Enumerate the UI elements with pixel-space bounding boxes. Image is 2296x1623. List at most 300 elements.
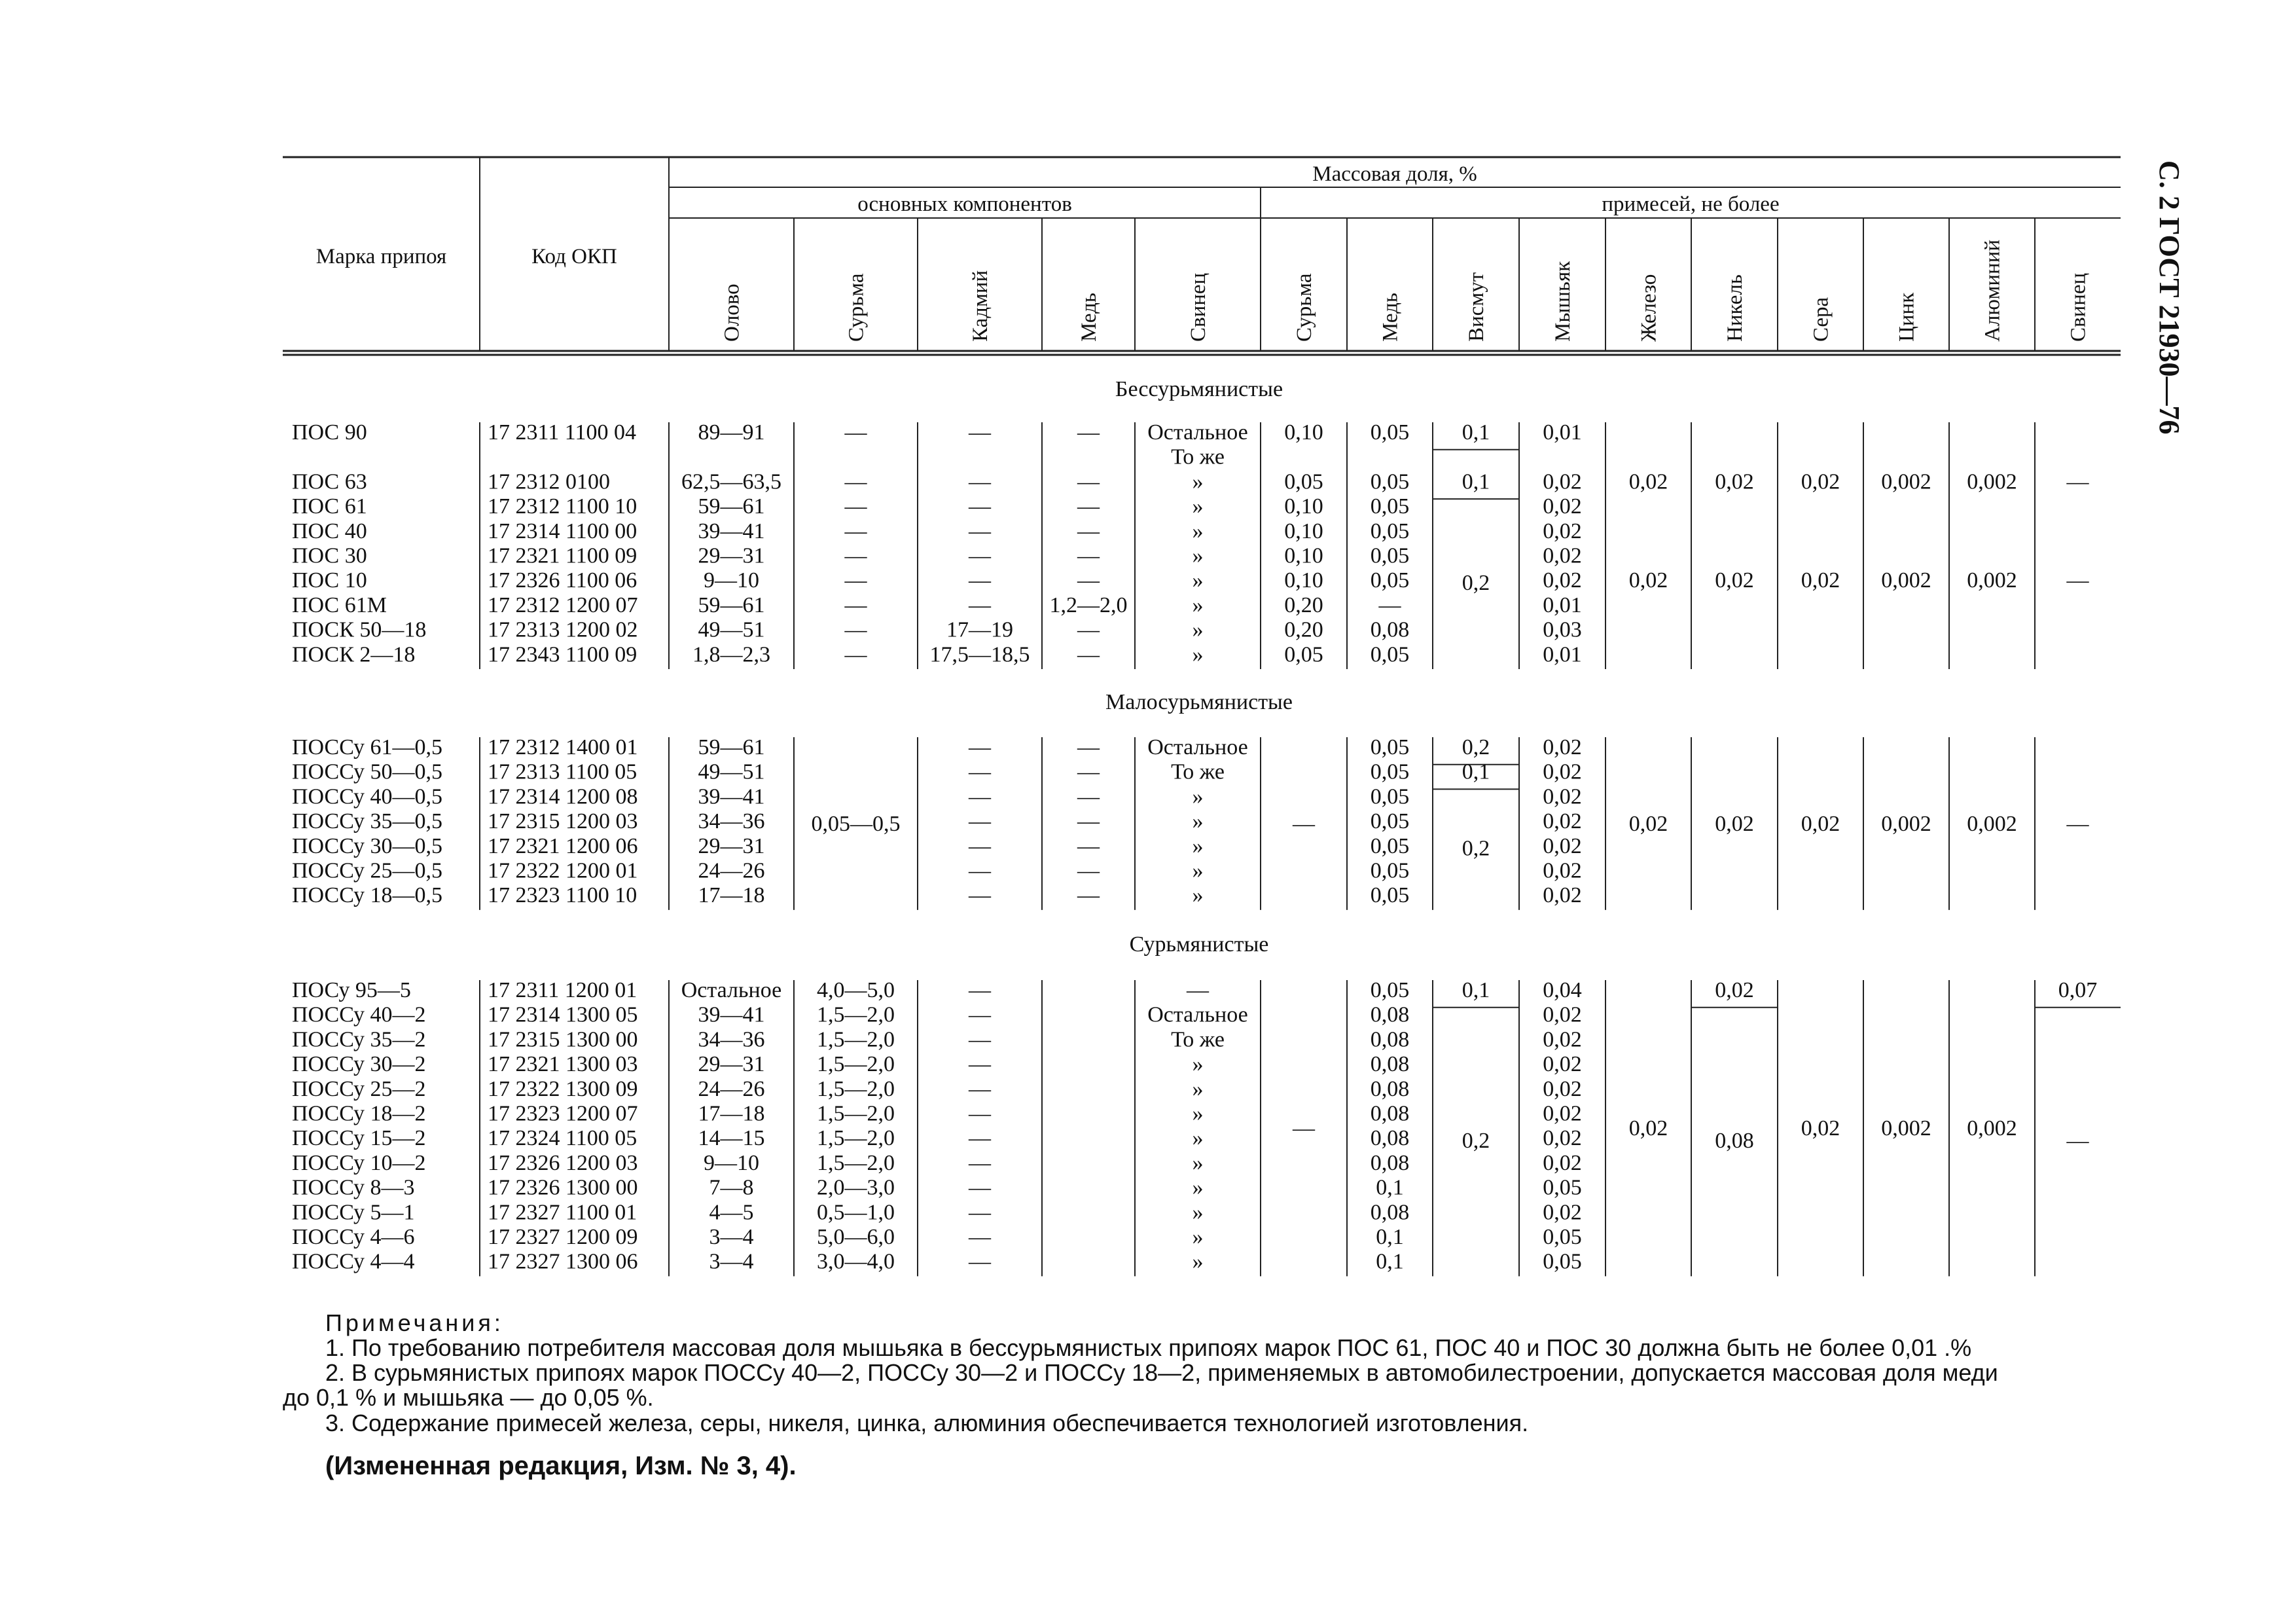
table-cell: — — [1077, 617, 1100, 642]
table-cell: 49—51 — [698, 617, 765, 642]
table-cell: 17 2326 1200 03 — [488, 1150, 638, 1175]
table-cell: 17 2313 1100 05 — [488, 759, 637, 784]
table-cell: — — [969, 1200, 991, 1225]
table-cell: 0,1 — [1376, 1225, 1404, 1249]
table-cell: 4,0—5,0 — [817, 978, 895, 1002]
note-1: 1. По требованию потребителя массовая доля мышьяка в бессурьмянистых припоях марок ПОС 61, ПОС 40 и ПОС 30 должна быть не более 0,01 .% — [325, 1334, 1972, 1361]
table-cell-merged: 0,02 — [1628, 1116, 1668, 1141]
table-cell: » — [1192, 519, 1204, 543]
table-cell: 1,5—2,0 — [817, 1027, 895, 1052]
table-cell-merged: 0,2 — [1462, 836, 1490, 861]
table-cell: Остальное — [1147, 1002, 1248, 1027]
table-cell: 5,0—6,0 — [817, 1225, 895, 1249]
table-cell-merged: 0,2 — [1462, 1129, 1490, 1154]
table-cell: 0,02 — [1543, 883, 1582, 908]
table-cell: 17 2314 1300 05 — [488, 1002, 638, 1027]
table-cell: » — [1192, 1225, 1204, 1249]
table-cell: 0,05 — [1370, 420, 1410, 445]
note-2-continuation: до 0,1 % и мышьяка — до 0,05 %. — [283, 1384, 654, 1411]
table-cell: 17 2327 1200 09 — [488, 1225, 638, 1249]
table-cell: 0,08 — [1370, 1126, 1410, 1151]
table-cell: ПОСу 95—5 — [292, 978, 411, 1002]
table-cell: — — [844, 642, 867, 667]
table-cell: ПОССу 5—1 — [292, 1200, 415, 1225]
table-cell: 0,02 — [1543, 809, 1582, 834]
table-cell: » — [1192, 543, 1204, 568]
column-header-impurity: Алюминий — [1981, 239, 2005, 342]
table-cell: » — [1192, 1200, 1204, 1225]
table-cell: 0,05 — [1370, 883, 1410, 908]
table-cell: ПОССу 25—0,5 — [292, 858, 443, 883]
table-cell: 34—36 — [698, 809, 765, 834]
notes-block — [283, 1309, 1998, 1480]
table-cell: То же — [1171, 445, 1225, 469]
table-cell: ПОС 90 — [292, 420, 367, 445]
table-cell: 0,05 — [1370, 858, 1410, 883]
table-cell: 0,03 — [1543, 617, 1582, 642]
table-cell: 1,5—2,0 — [817, 1052, 895, 1077]
table-cell: — — [969, 1101, 991, 1126]
table-cell: 1,5—2,0 — [817, 1150, 895, 1175]
table-cell: — — [969, 1225, 991, 1249]
table-cell-merged: — — [1293, 1116, 1315, 1141]
table-cell: » — [1192, 617, 1204, 642]
table-cell: — — [1187, 978, 1209, 1002]
table-cell: — — [969, 833, 991, 858]
note-3: 3. Содержание примесей железа, серы, никеля, цинка, алюминия обеспечивается технологией изготовления. — [325, 1410, 1529, 1436]
table-cell-merged: 0,1 — [1462, 978, 1490, 1002]
table-cell: — — [844, 617, 867, 642]
table-cell: 0,02 — [1543, 519, 1582, 543]
table-cell: » — [1192, 1175, 1204, 1200]
table-cell: 17 2321 1200 06 — [488, 833, 638, 858]
table-cell: 0,01 — [1543, 420, 1582, 445]
table-cell: 17—18 — [698, 1101, 765, 1126]
table-cell: 17 2323 1200 07 — [488, 1101, 638, 1126]
table-cell: 0,08 — [1370, 1052, 1410, 1077]
table-cell: 0,05 — [1370, 519, 1410, 543]
table-cell: ПОС 10 — [292, 568, 367, 593]
table-cell: — — [969, 420, 991, 445]
table-cell: 0,05 — [1370, 568, 1410, 593]
table-cell: 7—8 — [709, 1175, 754, 1200]
table-cell: 0,02 — [1543, 1052, 1582, 1077]
table-cell: 17 2313 1200 02 — [488, 617, 638, 642]
table-cell: » — [1192, 1052, 1204, 1077]
table-cell: — — [1077, 543, 1100, 568]
table-cell: ПОС 63 — [292, 469, 367, 494]
table-cell: — — [1077, 784, 1100, 809]
table-cell: — — [969, 1002, 991, 1027]
table-cell: 24—26 — [698, 1076, 765, 1101]
table-cell: — — [844, 420, 867, 445]
table-cell: 0,20 — [1284, 617, 1323, 642]
table-cell: » — [1192, 883, 1204, 908]
table-cell: — — [969, 1126, 991, 1151]
table-cell: » — [1192, 469, 1204, 494]
table-cell: — — [969, 978, 991, 1002]
table-cell: 0,02 — [1543, 833, 1582, 858]
table-cell-merged: 0,02 — [1801, 469, 1840, 494]
table-cell-merged: — — [2066, 811, 2089, 836]
page-label: С. 2 ГОСТ 21930—76 — [2153, 160, 2185, 435]
table-cell: — — [969, 883, 991, 908]
table-cell: 1,2—2,0 — [1049, 593, 1128, 617]
column-header-main: Олово — [720, 283, 744, 342]
table-cell-merged: 0,08 — [1715, 1129, 1754, 1154]
table-cell: 3,0—4,0 — [817, 1249, 895, 1274]
table-cell: 0,05 — [1543, 1225, 1582, 1249]
table-cell: ПОССу 40—2 — [292, 1002, 426, 1027]
table-cell: — — [969, 784, 991, 809]
table-cell: — — [1077, 469, 1100, 494]
table-cell: Остальное — [1147, 420, 1248, 445]
table-cell: То же — [1171, 1027, 1225, 1052]
column-header-impurity: Свинец — [2066, 272, 2090, 342]
table-cell: 0,05 — [1370, 642, 1410, 667]
table-cell: — — [1077, 735, 1100, 759]
table-cell: ПОС 40 — [292, 519, 367, 543]
table-cell: 3—4 — [709, 1249, 754, 1274]
table-cell: ПОССу 25—2 — [292, 1076, 426, 1101]
table-cell: 0,05 — [1370, 543, 1410, 568]
table-cell-merged: — — [2066, 469, 2089, 494]
table-cell: 17—18 — [698, 883, 765, 908]
table-cell: 39—41 — [698, 519, 765, 543]
column-header-impurity: Сера — [1809, 297, 1833, 342]
table-cell: » — [1192, 784, 1204, 809]
table-cell: 14—15 — [698, 1126, 765, 1151]
table-cell: 0,02 — [1543, 784, 1582, 809]
table-cell: 1,5—2,0 — [817, 1076, 895, 1101]
table-cell-merged: 0,02 — [1628, 469, 1668, 494]
table-cell: 0,02 — [1543, 1027, 1582, 1052]
table-cell-merged: 0,02 — [1715, 469, 1754, 494]
table-cell-merged: 0,02 — [1628, 811, 1668, 836]
table-cell: 17 2324 1100 05 — [488, 1126, 637, 1151]
table-cell: 29—31 — [698, 833, 765, 858]
table-cell: 0,02 — [1543, 858, 1582, 883]
table-cell: » — [1192, 1101, 1204, 1126]
table-cell: ПОССу 40—0,5 — [292, 784, 443, 809]
column-group-impurities: примесей, не более — [1602, 192, 1780, 216]
table-cell: 0,05 — [1370, 494, 1410, 519]
table-cell: — — [969, 1027, 991, 1052]
table-cell: 17 2311 1100 04 — [488, 420, 636, 445]
table-cell: 17 2315 1300 00 — [488, 1027, 638, 1052]
table-cell: — — [969, 519, 991, 543]
table-cell-merged: 0,002 — [1967, 568, 2017, 593]
table-cell: 0,10 — [1284, 543, 1323, 568]
table-cell: 0,10 — [1284, 494, 1323, 519]
table-cell: — — [1077, 759, 1100, 784]
table-cell-merged: — — [2066, 568, 2089, 593]
table-cell-merged: — — [2066, 1129, 2089, 1154]
table-cell: — — [969, 1150, 991, 1175]
table-cell: ПОССу 35—0,5 — [292, 809, 443, 834]
table-cell: 0,02 — [1543, 1150, 1582, 1175]
table-header — [316, 162, 2090, 342]
section-title: Бессурьмянистые — [1115, 377, 1283, 401]
table-cell: — — [969, 543, 991, 568]
table-cell: — — [1077, 568, 1100, 593]
table-cell: » — [1192, 642, 1204, 667]
table-cell-merged: 0,02 — [1801, 568, 1840, 593]
section-title: Малосурьмянистые — [1105, 690, 1293, 714]
table-cell: 59—61 — [698, 735, 765, 759]
table-cell: — — [844, 519, 867, 543]
column-header-impurity: Висмут — [1465, 272, 1488, 342]
table-cell: 0,05 — [1370, 469, 1410, 494]
table-cell: 0,08 — [1370, 1150, 1410, 1175]
table-cell: Остальное — [1147, 735, 1248, 759]
table-cell: — — [969, 1052, 991, 1077]
table-cell: — — [844, 543, 867, 568]
table-cell: » — [1192, 1249, 1204, 1274]
table-cell: — — [969, 1076, 991, 1101]
table-cell: ПОС 61 — [292, 494, 367, 519]
table-cell: — — [1077, 883, 1100, 908]
table-cell: 29—31 — [698, 543, 765, 568]
table-cell: » — [1192, 1076, 1204, 1101]
table-cell: 17 2327 1100 01 — [488, 1200, 637, 1225]
table-cell: 0,02 — [1543, 735, 1582, 759]
table-cell: 0,04 — [1543, 978, 1582, 1002]
table-cell: — — [969, 759, 991, 784]
table-cell: — — [844, 494, 867, 519]
table-cell: 0,08 — [1370, 1101, 1410, 1126]
column-header-okp-code: Код ОКП — [531, 245, 617, 268]
table-cell: » — [1192, 593, 1204, 617]
table-cell: 17 2312 1400 01 — [488, 735, 638, 759]
table-cell-merged: 0,002 — [1967, 1116, 2017, 1141]
table-cell: — — [844, 568, 867, 593]
section-title: Сурьмянистые — [1129, 932, 1269, 957]
table-cell: 49—51 — [698, 759, 765, 784]
table-cell: 17,5—18,5 — [929, 642, 1030, 667]
table-cell: » — [1192, 1126, 1204, 1151]
table-cell: 0,1 — [1376, 1249, 1404, 1274]
table-cell: 17 2322 1200 01 — [488, 858, 638, 883]
table-cell: Остальное — [681, 978, 782, 1002]
table-cell: 17—19 — [946, 617, 1013, 642]
table-cell: 0,02 — [1543, 494, 1582, 519]
table-cell: 17 2326 1100 06 — [488, 568, 637, 593]
table-cell: ПОССу 30—2 — [292, 1052, 426, 1077]
table-cell: 17 2315 1200 03 — [488, 809, 638, 834]
column-header-impurity: Сурьма — [1293, 273, 1316, 342]
table-cell: — — [1077, 642, 1100, 667]
table-cell: ПОССу 30—0,5 — [292, 833, 443, 858]
table-cell: 39—41 — [698, 784, 765, 809]
table-cell: 62,5—63,5 — [681, 469, 781, 494]
table-cell: 0,02 — [1543, 469, 1582, 494]
table-cell-merged: 0,02 — [1715, 978, 1754, 1002]
table-cell: — — [1378, 593, 1401, 617]
table-cell: — — [1077, 833, 1100, 858]
table-cell-merged: 0,02 — [1715, 811, 1754, 836]
table-cell: — — [1077, 420, 1100, 445]
table-cell: — — [1077, 519, 1100, 543]
column-header-mass-fraction: Массовая доля, % — [1312, 162, 1477, 186]
table-cell: 17 2314 1200 08 — [488, 784, 638, 809]
table-cell: — — [969, 469, 991, 494]
table-cell: ПОССу 18—2 — [292, 1101, 426, 1126]
table-cell: ПОС 30 — [292, 543, 367, 568]
table-cell: 0,05 — [1370, 759, 1410, 784]
table-cell: — — [969, 809, 991, 834]
table-cell: ПОССу 4—4 — [292, 1249, 415, 1274]
table-cell: 0,02 — [1543, 543, 1582, 568]
table-cell: 17 2321 1300 03 — [488, 1052, 638, 1077]
table-cell: 0,02 — [1543, 1200, 1582, 1225]
table-cell: ПОССу 8—3 — [292, 1175, 415, 1200]
table-cell: 0,01 — [1543, 642, 1582, 667]
table-cell-merged: 0,05—0,5 — [811, 811, 901, 836]
table-cell: 0,05 — [1370, 735, 1410, 759]
table-cell: ПОССу 61—0,5 — [292, 735, 443, 759]
table-cell: 0,5—1,0 — [817, 1200, 895, 1225]
table-cell: 1,5—2,0 — [817, 1126, 895, 1151]
table-cell: 2,0—3,0 — [817, 1175, 895, 1200]
table-cell: 0,02 — [1543, 568, 1582, 593]
table-cell: 0,08 — [1370, 1002, 1410, 1027]
table-cell: — — [969, 858, 991, 883]
column-header-main: Сурьма — [844, 273, 869, 342]
table-cell: » — [1192, 494, 1204, 519]
edition-note: (Измененная редакция, Изм. № 3, 4). — [325, 1451, 797, 1480]
column-group-main-components: основных компонентов — [857, 192, 1072, 216]
table-cell: ПОСК 50—18 — [292, 617, 427, 642]
column-header-main: Свинец — [1187, 272, 1210, 342]
table-cell: 0,08 — [1370, 1076, 1410, 1101]
table-cell: 17 2321 1100 09 — [488, 543, 637, 568]
table-cell-merged: 0,2 — [1462, 571, 1490, 596]
table-cell-merged: 0,002 — [1881, 1116, 1931, 1141]
table-cell: ПОСК 2—18 — [292, 642, 416, 667]
table-cell-merged: 0,002 — [1881, 469, 1931, 494]
table-cell: ПОССу 15—2 — [292, 1126, 426, 1151]
table-cell: 0,02 — [1543, 1002, 1582, 1027]
table-cell: » — [1192, 1150, 1204, 1175]
table-cell: ПОССу 18—0,5 — [292, 883, 443, 908]
column-header-impurity: Цинк — [1895, 292, 1919, 342]
notes-heading: Примечания: — [325, 1309, 504, 1336]
table-cell-merged: 0,002 — [1967, 811, 2017, 836]
column-header-main: Медь — [1077, 293, 1101, 342]
table-cell: 0,1 — [1376, 1175, 1404, 1200]
column-header-impurity: Мышьяк — [1551, 261, 1575, 342]
table-cell: 0,05 — [1284, 642, 1323, 667]
table-cell-merged: 0,02 — [1801, 811, 1840, 836]
table-cell: 4—5 — [709, 1200, 754, 1225]
table-cell: То же — [1171, 759, 1225, 784]
table-cell: 17 2312 1100 10 — [488, 494, 637, 519]
table-cell: — — [1077, 809, 1100, 834]
table-cell-merged: 0,1 — [1462, 469, 1490, 494]
table-cell: 0,02 — [1543, 759, 1582, 784]
table-cell: — — [969, 568, 991, 593]
table-cell-merged: 0,1 — [1462, 759, 1490, 784]
table-cell: 17 2343 1100 09 — [488, 642, 637, 667]
table-cell: 0,10 — [1284, 420, 1323, 445]
table-cell: — — [844, 593, 867, 617]
table-cell: » — [1192, 858, 1204, 883]
table-cell: » — [1192, 809, 1204, 834]
table-cell: 0,05 — [1543, 1249, 1582, 1274]
table-cell: — — [1077, 494, 1100, 519]
table-cell: — — [969, 1249, 991, 1274]
table-cell: 9—10 — [704, 568, 759, 593]
column-header-brand: Марка припоя — [315, 245, 447, 268]
table-cell-merged: 0,002 — [1881, 568, 1931, 593]
table-cell-merged: 0,07 — [2058, 978, 2098, 1002]
table-cell: 17 2322 1300 09 — [488, 1076, 638, 1101]
table-cell: » — [1192, 833, 1204, 858]
table-cell: 1,8—2,3 — [692, 642, 770, 667]
column-header-main: Кадмий — [969, 270, 992, 342]
table-cell: — — [969, 1175, 991, 1200]
table-cell: 0,20 — [1284, 593, 1323, 617]
column-header-impurity: Железо — [1637, 274, 1661, 342]
column-header-impurity: Никель — [1723, 274, 1747, 342]
table-cell: ПОССу 10—2 — [292, 1150, 426, 1175]
table-cell: ПОССу 50—0,5 — [292, 759, 443, 784]
note-2: 2. В сурьмянистых припоях марок ПОССу 40—2, ПОССу 30—2 и ПОССу 18—2, применяемых в автомобилестроении, допускается массовая доля меди — [325, 1359, 1998, 1386]
table-cell: » — [1192, 568, 1204, 593]
table-cell: 0,10 — [1284, 568, 1323, 593]
table-cell: 1,5—2,0 — [817, 1002, 895, 1027]
table-cell: 17 2312 1200 07 — [488, 593, 638, 617]
table-cell: 24—26 — [698, 858, 765, 883]
table-cell: 0,02 — [1543, 1101, 1582, 1126]
table-body — [292, 377, 2097, 1274]
table-cell: 0,01 — [1543, 593, 1582, 617]
table-cell: 39—41 — [698, 1002, 765, 1027]
table-cell: ПОССу 35—2 — [292, 1027, 426, 1052]
table-cell: 0,05 — [1370, 809, 1410, 834]
table-cell: 0,05 — [1370, 978, 1410, 1002]
table-cell: 0,05 — [1370, 784, 1410, 809]
table-cell: 17 2311 1200 01 — [488, 978, 637, 1002]
table-cell: 0,08 — [1370, 1027, 1410, 1052]
table-cell-merged: 0,2 — [1462, 735, 1490, 759]
table-cell: 34—36 — [698, 1027, 765, 1052]
table-cell-merged: 0,1 — [1462, 420, 1490, 445]
column-header-impurity: Медь — [1378, 293, 1403, 342]
table-cell: 3—4 — [709, 1225, 754, 1249]
table-cell: 0,05 — [1543, 1175, 1582, 1200]
table-cell: 0,02 — [1543, 1126, 1582, 1151]
table-cell: 0,02 — [1543, 1076, 1582, 1101]
table-cell: 0,05 — [1284, 469, 1323, 494]
table-cell-merged: 0,02 — [1801, 1116, 1840, 1141]
table-cell: 89—91 — [698, 420, 765, 445]
table-cell-merged: 0,002 — [1881, 811, 1931, 836]
table-cell: 59—61 — [698, 494, 765, 519]
table-cell: 0,08 — [1370, 1200, 1410, 1225]
table-cell: — — [844, 469, 867, 494]
table-cell: 0,08 — [1370, 617, 1410, 642]
table-cell: — — [1077, 858, 1100, 883]
table-cell: 0,10 — [1284, 519, 1323, 543]
table-cell-merged: 0,02 — [1628, 568, 1668, 593]
table-cell: 9—10 — [704, 1150, 759, 1175]
table-cell: ПОС 61М — [292, 593, 387, 617]
table-cell-merged: — — [1293, 811, 1315, 836]
table-cell: 29—31 — [698, 1052, 765, 1077]
table-cell-merged: 0,02 — [1715, 568, 1754, 593]
